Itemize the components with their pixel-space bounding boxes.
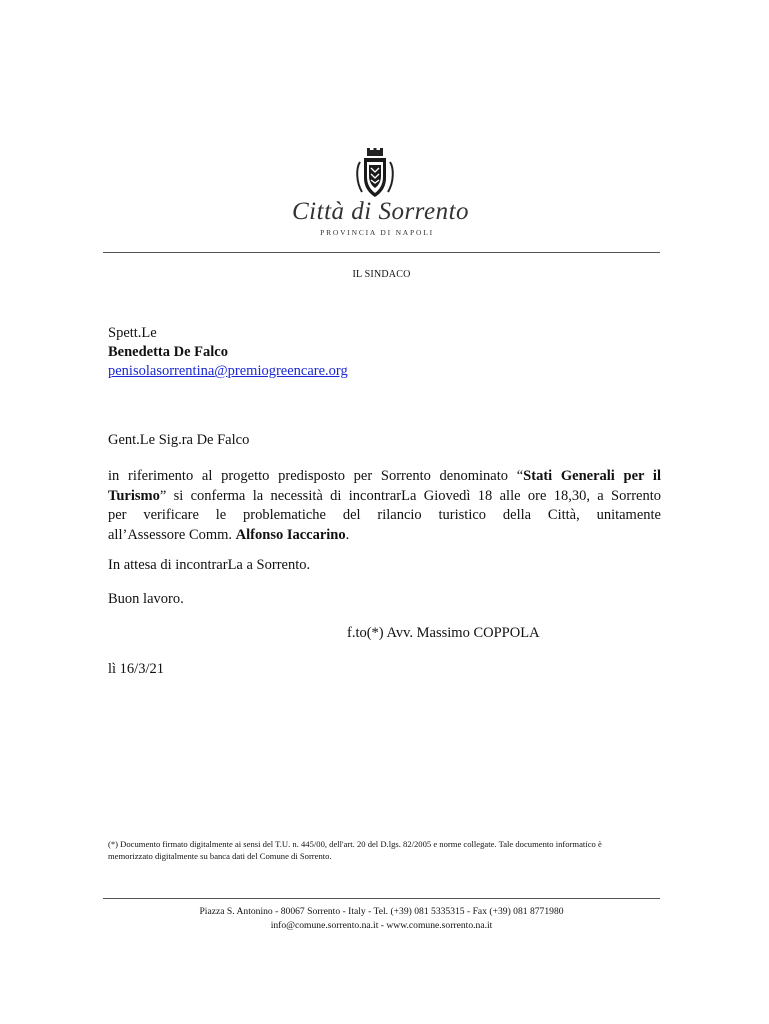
header-divider [103, 252, 660, 253]
city-name-logo: Città di Sorrento [292, 198, 470, 225]
closing-line: In attesa di incontrarLa a Sorrento. [108, 557, 311, 573]
letter-date: lì 16/3/21 [108, 661, 164, 677]
body-paragraph [108, 467, 661, 545]
body-line: per verificare le problematiche del rilancio turistico della Città, unitamente [108, 507, 661, 523]
body-line [108, 487, 661, 507]
body-line [108, 467, 661, 487]
recipient-email-wrapper [108, 362, 348, 381]
body-text: in riferimento al progetto predisposto per Sorrento denominato “ [108, 468, 524, 484]
footer-divider [103, 898, 660, 899]
signature: f.to(*) Avv. Massimo COPPOLA [347, 625, 540, 641]
province-label: PROVINCIA DI NAPOLI [320, 228, 434, 237]
city-crest-icon [354, 148, 396, 200]
recipient-email-link[interactable]: penisolasorrentina@premiogreencare.org [108, 363, 348, 379]
office-title: IL SINDACO [352, 269, 411, 280]
footer-contacts: info@comune.sorrento.na.it - www.comune.sorrento.na.it [270, 920, 493, 931]
body-text: all’Assessore Comm. [108, 526, 236, 543]
body-text: ” si conferma la necessità di incontrarLa Giovedì 18 alle ore 18,30, a Sorrento [159, 487, 661, 504]
recipient-salutation: Spett.Le [108, 325, 157, 341]
body-line [108, 526, 661, 546]
project-name-part1: Stati Generali per il [523, 468, 661, 484]
greeting: Gent.Le Sig.ra De Falco [108, 432, 250, 448]
body-text: . [345, 526, 350, 543]
footer-address: Piazza S. Antonino - 80067 Sorrento - Italy - Tel. (+39) 081 5335315 - Fax (+39) 081 8771980 [199, 906, 564, 917]
project-name-part2: Turismo [108, 487, 160, 504]
assessor-name: Alfonso Iaccarino [235, 526, 346, 543]
recipient-name: Benedetta De Falco [108, 344, 228, 360]
closing-greeting: Buon lavoro. [108, 591, 184, 607]
digital-signature-footnote: (*) Documento firmato digitalmente ai sensi del T.U. n. 445/00, dell'art. 20 del D.lgs. 82/2005 e norme collegate. Tale documento informatico è memorizzato digitalmente su banca dati del Comune di Sorrento. [108, 839, 602, 861]
